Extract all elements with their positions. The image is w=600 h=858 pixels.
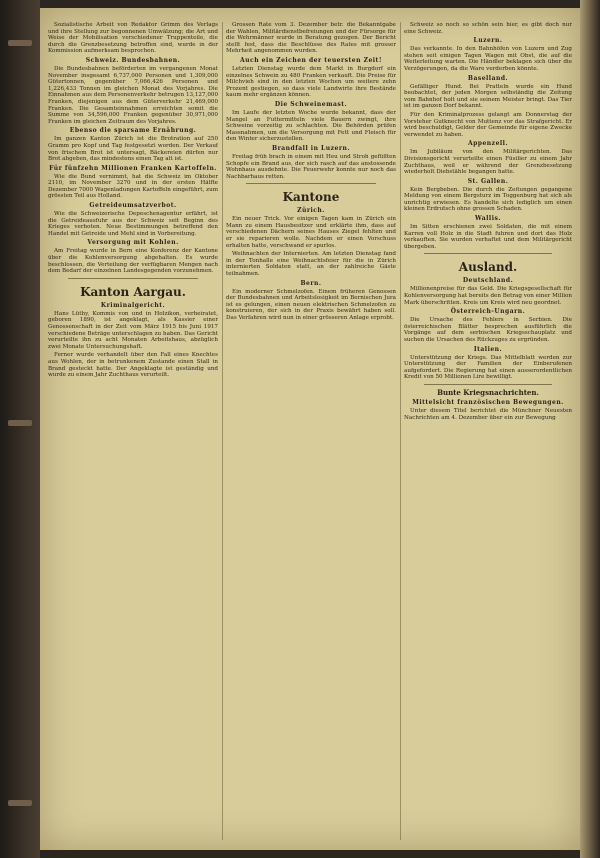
column-rule xyxy=(222,22,223,840)
article-text: Die Ursache des Fehlers in Serbien. Die österreichischen Blätter besprechen ausführlich die Vorgänge auf dem serbischen Kriegsschauplatz und suchen die Ursachen des Rückzuges zu ergründen. xyxy=(404,317,572,343)
column-rule xyxy=(400,22,401,840)
binding-strap xyxy=(8,420,32,426)
article-heading: Zürich. xyxy=(297,207,325,215)
article-text: Am Freitag wurde in Bern eine Konferenz der Kantone über die Kohlenversorgung abgehalten. Es wurde beschlossen, die Verteilung der verfügbaren Mengen nach dem Bedarf der einzelnen Landesgegenden vorzunehmen. xyxy=(48,248,218,275)
article-heading: Die Schweinemast. xyxy=(274,100,348,108)
article-text: Wie die Bund vernimmt, hat die Schweiz im Oktober 2110, im November 3270 und in der ersten Hälfte Dezember 7000 Wagenladungen Kartoffeln eingeführt, zum grössten Teil aus Holland. xyxy=(48,173,218,200)
article-heading: Für fünfzehn Millionen Franken Kartoffeln. xyxy=(49,164,217,172)
article-text: Unterstützung der Kriegs. Das Mittelblatt werden zur Unterstützung der Familien der Einberufenen aufgefordert. Die Regierung hat einen ausserordentlichen Kredit von 50 Millionen Lire bewilligt. xyxy=(404,354,572,381)
article-heading: Kriminalgericht. xyxy=(100,301,166,309)
article-text: Freitag früh brach in einem mit Heu und Stroh gefüllten Schopfe ein Brand aus, der sich rasch auf das anstossende Wohnhaus ausdehnte. Die Feuerwehr konnte nur noch das Nachbarhaus retten. xyxy=(226,153,396,180)
article-text: Im Laufe der letzten Woche wurde bekannt, dass der Mangel an Futtermitteln viele Bauern zwingt, ihre Schweine vorzeitig zu schlachten. Die Behörden prüfen Massnahmen, um die Versorgung mit Fett und Fleisch für den Winter sicherzustellen. xyxy=(226,109,396,143)
article-heading: Getreideumsatzverbot. xyxy=(89,202,177,210)
article-heading: Luzern. xyxy=(473,37,503,45)
article-heading: Brandfall in Luzern. xyxy=(272,144,350,152)
article-heading: Baselland. xyxy=(467,74,509,82)
article-heading: Wallis. xyxy=(475,215,501,223)
article-heading: Italien. xyxy=(473,345,503,353)
section-divider xyxy=(424,384,552,385)
article-text: Für den Kriminalprozess gelangt am Donnerstag der Vorsteher Gutknecht von Muttenz vor das Strafgericht. Er wird beschuldigt, Gelder der Gemeinde für eigene Zwecke verwendet zu haben. xyxy=(404,111,572,138)
article-heading: Mittelsicht französischen Bewegungen. xyxy=(412,398,564,406)
article-heading: St. Gallen. xyxy=(467,177,509,185)
article-text: Weihnachten der Internierten. Am letzten Dienstag fand in der Tonhalle eine Weihnachtsfeier für die in Zürich internierten Soldaten statt, an der zahlreiche Gäste teilnahmen. xyxy=(226,251,396,278)
article-text: Im Jubiläum von den Militärgerichten. Das Divisionsgericht verurteilte einen Füsilier zu einem Jahr Zuchthaus, weil er während der Grenzbesetzung wiederholt Diebstähle begangen hatte. xyxy=(404,149,572,176)
article-text: Das verkannte. In den Bahnhöfen von Luzern und Zug stehen seit einigen Tagen Wagen mit Obst, die auf die Weiterleitung warten. Die Händler beklagen sich über die Verzögerungen, da die Ware verderben könnte. xyxy=(404,46,572,72)
section-heading: Kantone xyxy=(282,190,340,205)
article-text: Sozialistische Arbeit von Redaktor Grimm des Verlags und ihre Stellung zur begonnenen Umwälzung; die Art und Weise der Mobilisation verschiedener Truppenteile, die durch die Grenzbesetzung betroffen sind, wurde in der Kommission aufmerksam besprochen. xyxy=(48,22,218,55)
article-heading: Ebenso die sparsame Ernährung. xyxy=(69,127,197,135)
article-text: Gefälliger Hund. Bei Pratteln wurde ein Hund beobachtet, der jeden Morgen selbständig die Zeitung vom Bahnhof holt und sie seinem Meister bringt. Das Tier ist im ganzen Dorf bekannt. xyxy=(404,83,572,110)
section-heading: Kanton Aargau. xyxy=(80,284,186,299)
section-heading: Ausland. xyxy=(458,260,518,275)
article-text: Kein Bergbeben. Die durch die Zeitungen gegangene Meldung von einem Bergsturz im Toggenburg hat sich als unrichtig erwiesen. Es handelte sich lediglich um einen kleinen Erdrutsch ohne grossen Schaden. xyxy=(404,186,572,213)
article-text: Grossen Rate vom 3. Dezember betr. die Bekanntgabe der Wahlen, Militärdienstbefreiungen und der Fürsorge für die Wehrmänner wurde in Beratung gezogen. Der Bericht stellt fest, dass die Beschlüsse des Rates mit grosser Mehrheit angenommen wurden. xyxy=(226,22,396,55)
article-heading: Versorgung mit Kohlen. xyxy=(87,239,179,247)
article-heading: Bern. xyxy=(300,279,322,287)
section-divider xyxy=(246,183,376,184)
article-text: Wie die Schweizerische Depeschenagentur erfährt, ist die Getreideausfuhr aus der Schweiz seit Beginn des Krieges verboten. Neue Bestimmungen betreffend den Handel mit Getreide und Mehl sind in Vorbereitung. xyxy=(48,211,218,237)
article-text: Unter diesem Titel berichtet die Münchner Neuesten Nachrichten am 4. Dezember über ein zur Bewegung xyxy=(404,407,572,421)
binding-strap xyxy=(8,800,32,806)
section-heading: Bunte Kriegsnachrichten. xyxy=(437,387,539,397)
page-edge xyxy=(580,0,600,858)
binding-strap xyxy=(8,40,32,46)
column-left xyxy=(48,22,218,840)
article-text: Die Bundesbahnen beförderten im vergangenen Monat November insgesamt 6,737,000 Personen und 1,309,000 Gütertonnen, gegenüber 7,066,426 Personen und 1,226,433 Tonnen im gleichen Monat des Vorjahres. Die Einnahmen aus dem Personenverkehr betrugen 13,127,000 Franken, diejenigen aus dem Güterverkehr 21,469,000 Franken. Die Gesamteinnahmen erreichten somit die Summe von 34,596,000 Franken gegenüber 30,971,000 Franken im gleichen Zeitraum des Vorjahres. xyxy=(48,65,218,125)
article-text: Ferner wurde verhandelt über den Fall eines Knechtes aus Wohlen, der in betrunkenem Zustande einen Stall in Brand gesteckt hatte. Der Angeklagte ist geständig und wurde zu einem Jahr Zuchthaus verurteilt. xyxy=(48,352,218,379)
article-text: Hans Lüthy, Kommis von und in Holzikon, verheiratet, geboren 1890, ist angeklagt, als Kassier einer Genossenschaft in der Zeit vom März 1915 bis Juni 1917 verschiedene Beträge unterschlagen zu haben. Das Gericht verurteilte ihn zu acht Monaten Arbeitshaus, abzüglich zwei Monate Untersuchungshaft. xyxy=(48,310,218,350)
article-text: Im Sitten erschienen zwei Soldaten, die mit einem Karren voll Holz in die Stadt fuhren und dort das Holz verkauften. Sie wurden verhaftet und dem Militärgericht übergeben. xyxy=(404,224,572,250)
article-text: Ein neuer Trick. Vor einigen Tagen kam in Zürich ein Mann zu einem Hausbesitzer und erklärte ihm, dass auf verschiedenen Dächern seines Hauses Ziegel fehlten und er sie reparieren wolle. Nachdem er einen Vorschuss erhalten hatte, verschwand er spurlos. xyxy=(226,216,396,249)
column-middle xyxy=(226,22,396,840)
article-heading: Schweiz. Bundesbahnen. xyxy=(85,56,181,64)
article-heading: Auch ein Zeichen der teuersten Zeit! xyxy=(240,56,382,64)
newspaper-page xyxy=(40,8,580,850)
article-text: Schweiz so noch so schön sein hier, es gibt doch nur eine Schweiz. xyxy=(404,22,572,35)
section-divider xyxy=(424,253,552,254)
column-right xyxy=(404,22,572,840)
section-divider xyxy=(68,278,198,279)
article-text: Letzten Dienstag wurde dem Markt in Burgdorf ein einzelnes Schwein zu 480 Franken verkauft. Die Preise für Milchvieh sind in den letzten Wochen um weitere zehn Prozent gestiegen, so dass viele Landwirte ihre Bestände kaum mehr ergänzen können. xyxy=(226,65,396,99)
article-heading: Deutschland. xyxy=(462,277,514,285)
article-heading: Appenzell. xyxy=(467,140,509,148)
article-text: Ein moderner Schmelzofen. Einem früheren Genossen der Bundesbahnen und Arbeitslosigkeit im Bernischen Jura ist es gelungen, einen neuen elektrischen Schmelzofen zu konstruieren, der sich in der Praxis bewährt haben soll. Das Verfahren wird nun in einer grösseren Anlage erprobt. xyxy=(226,288,396,321)
article-text: Im ganzen Kanton Zürich ist die Brotration auf 250 Gramm pro Kopf und Tag festgesetzt worden. Der Verkauf von frischem Brot ist untersagt, Bäckereien dürfen nur Brot abgeben, das mindestens einen Tag alt ist. xyxy=(48,136,218,163)
book-binding xyxy=(0,0,40,858)
article-heading: Österreich-Ungarn. xyxy=(450,308,526,316)
article-text: Millionenpreise für das Geld. Die Kriegsgesellschaft für Kohlenversorgung hat bereits den Betrag von einer Million Mark überschritten. Kreis um Kreis wird neu geordnet. xyxy=(404,286,572,306)
